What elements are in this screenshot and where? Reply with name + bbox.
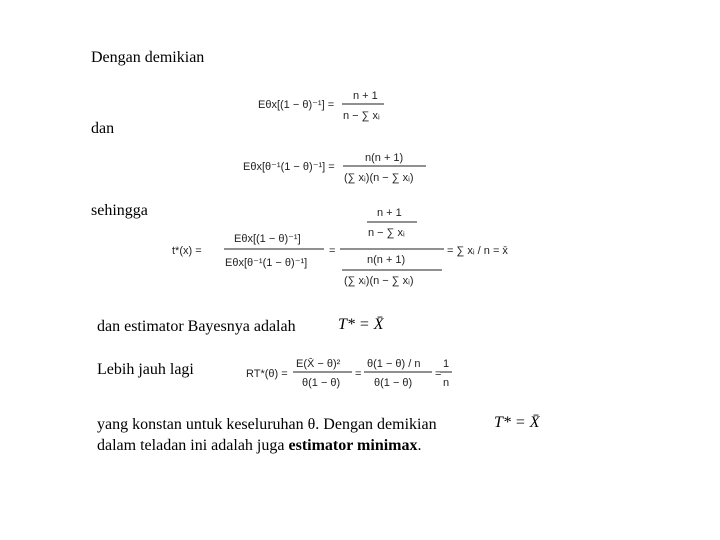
eq3-lhs: t*(x) =: [172, 245, 202, 257]
equation-3: [172, 204, 542, 296]
line7-part1: dalam teladan ini adalah juga: [97, 437, 285, 454]
eq3-top-num: Eθx[(1 − θ)⁻¹]: [234, 233, 301, 245]
eq1-lhs: Eθx[(1 − θ)⁻¹] =: [258, 99, 335, 111]
eq5-lhs: RT*(θ) =: [246, 368, 288, 380]
line6-part2: . Dengan demikian: [315, 416, 437, 433]
svg-text:=: =: [355, 368, 362, 380]
equation-4: T* = X̄: [338, 316, 384, 333]
text-line-lebih-jauh: Lebih jauh lagi: [97, 361, 194, 378]
eq3-mid-num-den: n − ∑ xᵢ: [368, 227, 405, 239]
equation-6: T* = X̄: [494, 414, 540, 431]
text-line-estimator-bayes: dan estimator Bayesnya adalah: [97, 318, 296, 335]
equation-1: [258, 88, 398, 126]
eq5-f3-num: 1: [443, 358, 450, 370]
svg-text:=: =: [329, 245, 336, 257]
equation-2: [243, 150, 443, 188]
text-line-dan: dan: [91, 120, 115, 137]
eq3-mid-den-num: n(n + 1): [367, 254, 406, 266]
svg-text:=: =: [435, 368, 442, 380]
eq3-top-den: Eθx[θ⁻¹(1 − θ)⁻¹]: [225, 257, 308, 269]
equation-5: [246, 355, 466, 395]
eq2-den: (∑ xᵢ)(n − ∑ xᵢ): [344, 172, 414, 184]
line7-end: .: [417, 437, 422, 454]
text-line-konstan: [97, 416, 437, 434]
eq1-den: n − ∑ xᵢ: [343, 110, 380, 122]
text-line-sehingga: sehingga: [91, 202, 148, 219]
line6-part1: yang konstan untuk keseluruhan: [97, 416, 304, 433]
eq5-f1-den: θ(1 − θ): [302, 377, 341, 389]
eq1-num: n + 1: [353, 90, 378, 102]
eq5-f1-num: E(X̄ − θ)²: [296, 358, 341, 370]
eq2-lhs: Eθx[θ⁻¹(1 − θ)⁻¹] =: [243, 161, 335, 173]
eq3-mid-den-den: (∑ xᵢ)(n − ∑ xᵢ): [344, 275, 414, 287]
theta-symbol: θ: [307, 416, 316, 433]
text-line-minimax: [97, 437, 422, 455]
eq5-f3-den: n: [443, 377, 450, 389]
eq2-num: n(n + 1): [365, 152, 404, 164]
text-line-dengan-demikian: Dengan demikian: [91, 49, 205, 66]
eq3-mid-num-num: n + 1: [377, 207, 402, 219]
eq5-f2-num: θ(1 − θ) / n: [367, 358, 421, 370]
eq3-rhs: = ∑ xᵢ / n = x̄: [447, 245, 508, 257]
estimator-minimax-bold: estimator minimax: [288, 437, 418, 454]
eq5-f2-den: θ(1 − θ): [374, 377, 413, 389]
